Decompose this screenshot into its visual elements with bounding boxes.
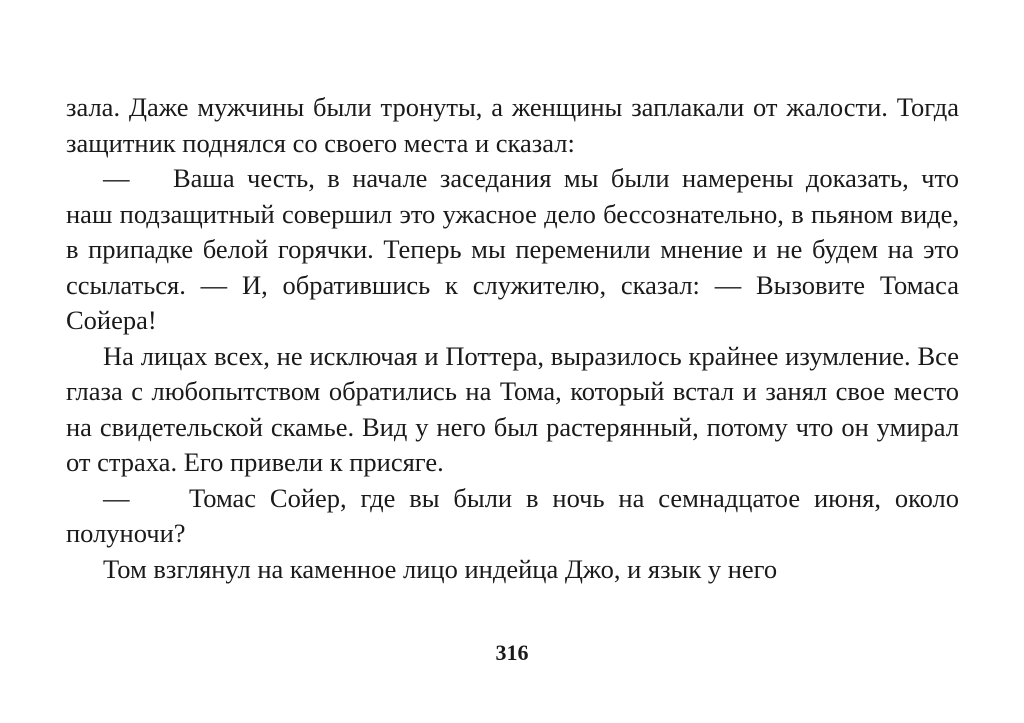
dialogue-dash: — [103, 482, 130, 513]
paragraph-3 [66, 339, 959, 481]
dialogue-dash: — [103, 163, 130, 193]
paragraph-5 [66, 552, 959, 588]
paragraph-4-dialogue [66, 481, 959, 552]
paragraph-1-text: зала. Даже мужчины были тронуты, а женщины заплакали от жалости. Тогда защитник поднялся со своего места и сказал: [66, 92, 959, 158]
paragraph-2-dialogue [66, 161, 959, 339]
book-page-text [66, 90, 959, 587]
paragraph-5-text: Том взглянул на каменное лицо индейца Джо, и язык у него [103, 553, 778, 584]
paragraph-4-text: Томас Сойер, где вы были в ночь на семнадцатое июня, около полуночи? [66, 482, 959, 548]
paragraph-1 [66, 90, 959, 161]
paragraph-3-text: На лицах всех, не исключая и Поттера, выразилось крайнее изумление. Все глаза с любопытством обратились на Тома, который встал и занял свое место на свидетельской скамье. Вид у него был растерянный, потому что он умирал от страха. Его привели к присяге. [66, 340, 959, 477]
page-number: 316 [495, 640, 529, 665]
paragraph-2-text: Ваша честь, в начале заседания мы были намерены доказать, что наш подзащитный совершил это ужасное дело бессознательно, в пьяном виде, в припадке белой горячки. Теперь мы переменили мнение и не будем на это ссылаться. — И, обратившись к служителю, сказал: — Вызовите Томаса Сойера! [66, 163, 959, 335]
